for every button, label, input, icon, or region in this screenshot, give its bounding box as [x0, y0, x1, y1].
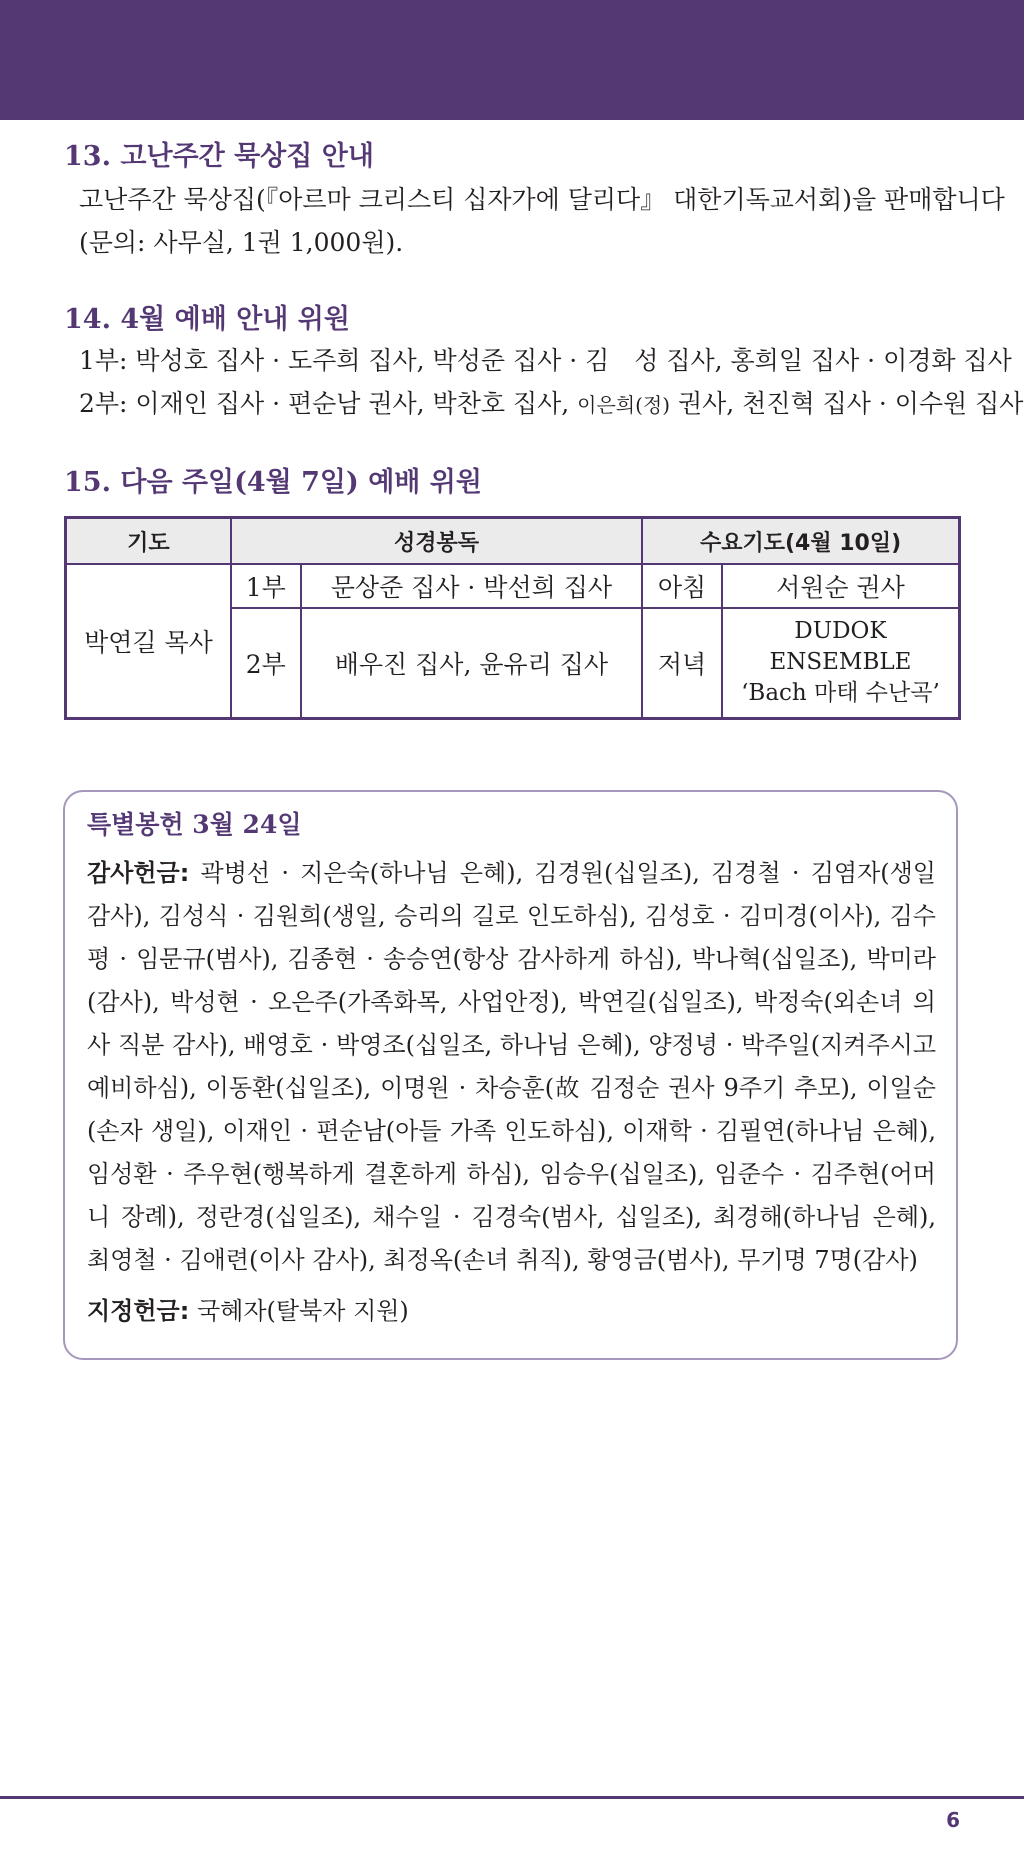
header-reading: 성경봉독 [231, 518, 642, 565]
page-number: 6 [946, 1808, 960, 1832]
section-15-title: 15. 다음 주일(4월 7일) 예배 위원 [64, 467, 482, 498]
reading-names-2: 배우진 집사, 윤유리 집사 [301, 608, 643, 719]
header-wednesday-prayer: 수요기도(4월 10일) [642, 518, 959, 565]
thanks-offering-label: 감사헌금: [87, 859, 190, 887]
offering-title: 특별봉헌 3월 24일 [87, 810, 302, 839]
section-14-line-2c: 권사, 천진혁 집사 · 이수원 집사 [670, 389, 1024, 418]
wed-time-evening: 저녁 [642, 608, 722, 719]
section-14-line-1: 1부: 박성호 집사 · 도주희 집사, 박성준 집사 · 김 성 집사, 홍희일 집사 · 이경화 집사 [79, 346, 1012, 375]
section-14-line-2a: 2부: 이재인 집사 · 편순남 권사, 박찬호 집사, [79, 389, 578, 418]
prayer-leader: 박연길 목사 [66, 564, 231, 719]
designated-offering-text: 국혜자(탈북자 지원) [189, 1297, 409, 1325]
section-15 [64, 466, 964, 500]
section-14-line-2 [79, 382, 1024, 427]
header-prayer: 기도 [66, 518, 231, 565]
thanks-offering [87, 852, 936, 1282]
reading-part-2: 2부 [231, 608, 301, 719]
footer-rule [0, 1796, 1024, 1799]
reading-names-1: 문상준 집사 · 박선희 집사 [301, 564, 643, 608]
header-band [0, 0, 1024, 120]
section-14 [64, 303, 1024, 427]
designated-offering-label: 지정헌금: [87, 1297, 190, 1325]
reading-part-1: 1부 [231, 564, 301, 608]
section-13-line-2: (문의: 사무실, 1권 1,000원). [79, 228, 404, 257]
special-offering-box [63, 790, 958, 1360]
wed-evening-line-1: DUDOK ENSEMBLE [769, 618, 912, 676]
thanks-offering-text: 곽병선 · 지은숙(하나님 은혜), 김경원(십일조), 김경철 · 김염자(생일 감사), 김성식 · 김원희(생일, 승리의 길로 인도하심), 김성호 · 김미경(이사), 김수평 · 임문규(범사), 김종현 · 송승연(항상 감사하게 하심), 박나혁(십일조), 박미라(감사), 박성현 · 오은주(가족화목, 사업안정), 박연길(십일조), 박정숙(외손녀 의사 직분 감사), 배영호 · 박영조(십일조, 하나님 은혜), 양정녕 · 박주일(지켜주시고 예비하심), 이동환(십일조), 이명원 · 차승훈(故 김정순 권사 9주기 추모), 이일순(손자 생일), 이재인 · 편순남(아들 가족 인도하심), 이재학 · 김필연(하나님 은혜), 임성환 · 주우현(행복하게 결혼하게 하심), 임승우(십일조), 임준수 · 김주현(어머니 장례), 정란경(십일조), 채수일 · 김경숙(범사, 십일조), 최경해(하나님 은혜), 최영철 · 김애련(이사 감사), 최정옥(손녀 취직), 황영금(범사), 무기명 7명(감사) [87, 859, 936, 1274]
section-13-line-1: 고난주간 묵상집(『아르마 크리스티 십자가에 달리다』 대한기독교서회)을 판매합니다 [79, 185, 1005, 214]
section-14-title: 14. 4월 예배 안내 위원 [64, 304, 350, 335]
wed-evening-cell [722, 608, 960, 719]
section-13 [64, 140, 1005, 264]
worship-roster-table [64, 516, 961, 720]
wed-name-morning: 서원순 권사 [722, 564, 960, 608]
wed-evening-line-2: ‘Bach 마태 수난곡’ [741, 680, 940, 707]
section-14-line-2b: 이은희(정) [577, 393, 671, 417]
wed-time-morning: 아침 [642, 564, 722, 608]
designated-offering [87, 1290, 936, 1333]
section-13-title: 13. 고난주간 묵상집 안내 [64, 141, 374, 172]
